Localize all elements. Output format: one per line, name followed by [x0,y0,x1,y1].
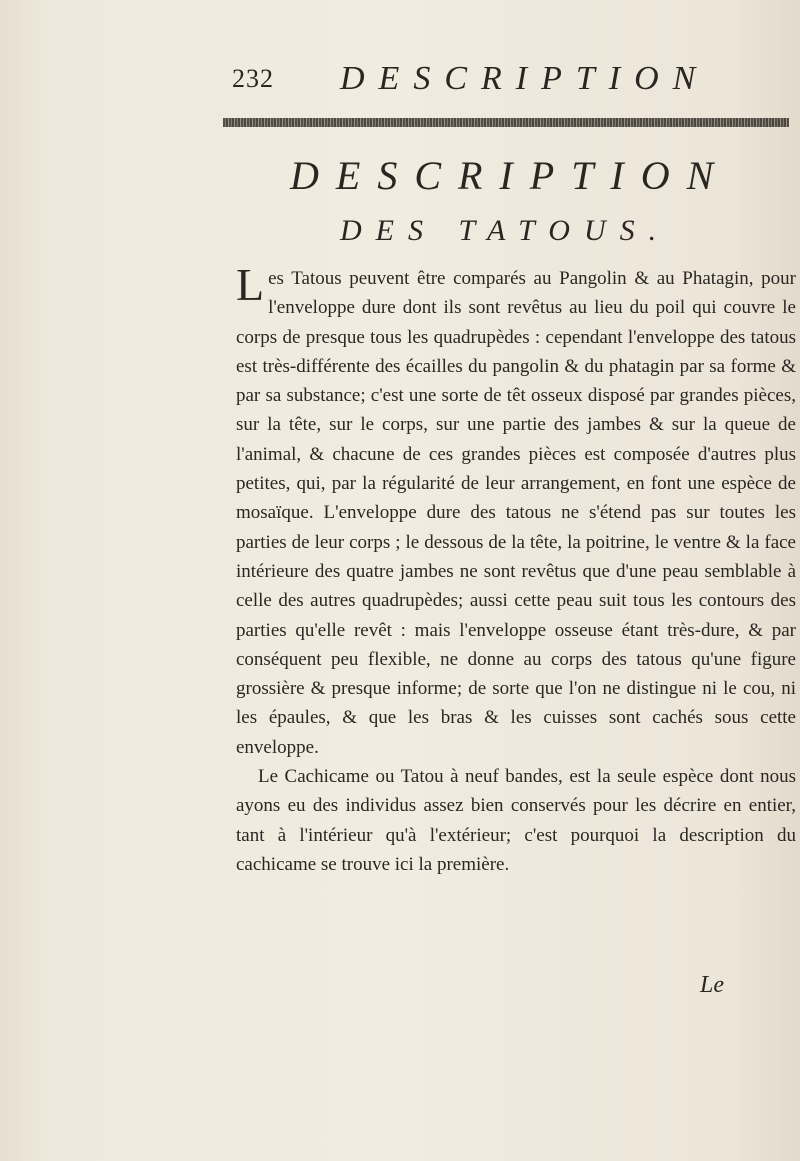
paragraph-2: Le Cachicame ou Tatou à neuf bandes, est la seule espèce dont nous ayons eu des individus assez bien conservés pour les décrire en entier, tant à l'intérieur qu'à l'extérieur; c'est pourquoi la description du cachicame se trouve ici la première. [236,766,796,875]
paragraph-1 [236,259,796,762]
chapter-title: DESCRIPTION [290,153,731,198]
body-text [236,259,796,879]
paragraph-1-text: es Tatous peuvent être comparés au Pangolin & au Phatagin, pour l'enveloppe dure dont ils sont revêtus au lieu du poil qui couvre le corps de presque tous les quadrupèdes : cependant l'enveloppe des tatous est très-différente des écailles du pangolin & du phatagin par sa forme & par sa substance; c'est une sorte de têt osseux disposé par grandes pièces, sur la tête, sur le corps, sur une partie des jambes & sur la queue de l'animal, & chacune de ces grandes pièces est composée d'autres plus petites, qui, par la régularité de leur arrangement, en font une espèce de mosaïque. L'enveloppe dure des tatous ne s'étend pas sur toutes les parties de leur corps ; le dessous de la tête, la poitrine, le ventre & la face intérieure des quatre jambes ne sont revêtus que d'une peau semblable à celle des autres quadrupèdes; aussi cette peau suit tous les contours des parties qu'elle revêt : mais l'enveloppe osseuse étant très-dure, & par conséquent peu flexible, ne donne au corps des tatous qu'une figure grossière & presque informe; de sorte que l'on ne distingue ni le cou, ni les épaules, & que les bras & les cuisses sont cachés sous cette enveloppe. [236,268,796,758]
page-number: 232 [232,64,274,93]
running-title: DESCRIPTION [340,60,710,97]
drop-cap: L [236,259,265,310]
chapter-subtitle: DES TATOUS. [340,214,671,247]
catchword: Le [700,972,724,998]
ornament-rule [223,118,789,127]
